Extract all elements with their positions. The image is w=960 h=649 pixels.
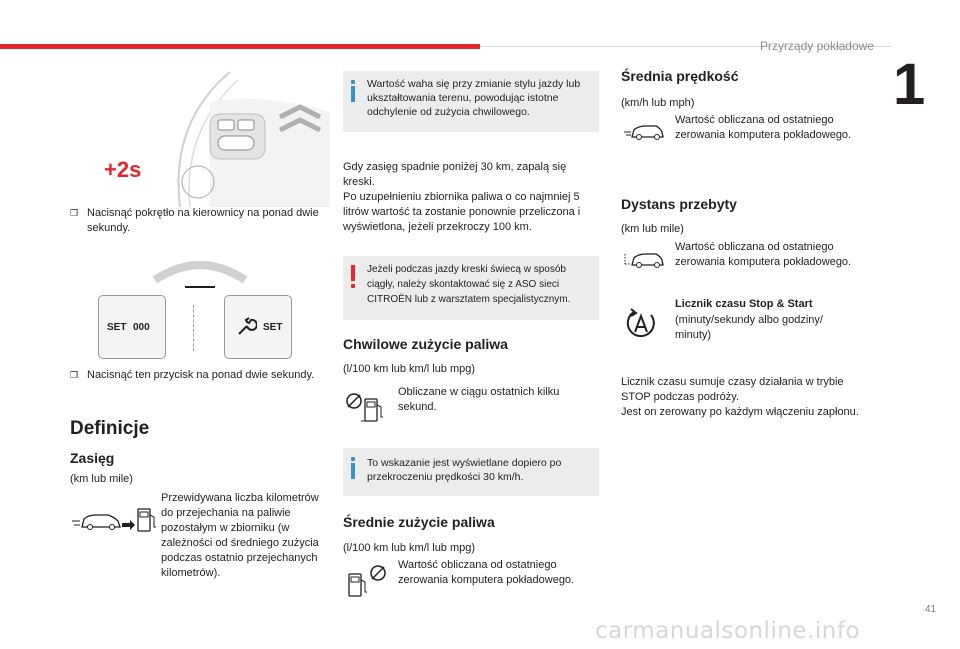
stop-start-icon bbox=[624, 307, 658, 341]
average-consumption-heading: Średnie zużycie paliwa bbox=[343, 514, 495, 530]
info-icon bbox=[351, 80, 355, 104]
watermark: carmanualsonline.info bbox=[595, 618, 861, 644]
stop-start-heading: Licznik czasu Stop & Start bbox=[675, 298, 813, 310]
range-icon bbox=[70, 505, 160, 535]
info-note-variation: Wartość waha się przy zmianie stylu jazdy lub ukształtowania terenu, powodując istotne odchylenie od zużycia chwilowego. bbox=[343, 71, 599, 132]
page-number: 41 bbox=[925, 604, 937, 615]
distance-heading: Dystans przebyty bbox=[621, 196, 737, 212]
average-speed-description: Wartość obliczana od ostatniego zerowania komputera pokładowego. bbox=[675, 114, 852, 141]
set-reset-button[interactable] bbox=[98, 295, 166, 359]
steering-wheel-illustration bbox=[150, 62, 330, 207]
section-title: Przyrządy pokładowe bbox=[759, 39, 874, 53]
distance-units: (km lub mile) bbox=[621, 223, 684, 235]
dashboard-illustration bbox=[150, 255, 250, 295]
instant-consumption-icon bbox=[345, 390, 385, 426]
warning-icon bbox=[351, 265, 355, 289]
warning-note: Jeżeli podczas jazdy kreski świecą w sposób ciągły, należy skontaktować się z ASO sieci CITROËN lub z warsztatem specjalistycznym. bbox=[343, 256, 599, 320]
stop-start-description: Licznik czasu sumuje czasy działania w trybie STOP podczas podróży. Jest on zerowany po każdym włączeniu zapłonu. bbox=[621, 376, 859, 418]
range-low-text: Gdy zasięg spadnie poniżej 30 km, zapalą się kreski. Po uzupełnieniu zbiornika paliwa o co najmniej 5 litrów wartość ta zostanie ponownie przeliczona i wyświetlona, jeżeli przekroczy 100 km. bbox=[343, 161, 581, 233]
instant-consumption-description: Obliczane w ciągu ostatnich kilku sekund. bbox=[398, 386, 560, 413]
average-speed-icon bbox=[622, 120, 664, 144]
bullet-press-button: ❒ Nacisnąć ten przycisk na ponad dwie sekundy. bbox=[70, 369, 315, 381]
average-consumption-units: (l/100 km lub km/l lub mpg) bbox=[343, 542, 476, 554]
distance-icon bbox=[622, 248, 664, 272]
zero-label: 000 bbox=[133, 322, 150, 333]
header-red-bar bbox=[0, 44, 480, 49]
instant-consumption-heading: Chwilowe zużycie paliwa bbox=[343, 336, 508, 352]
stop-start-units: (minuty/sekundy albo godziny/ minuty) bbox=[675, 314, 823, 341]
definitions-heading: Definicje bbox=[70, 418, 150, 439]
bullet-press-knob: ❒ Nacisnąć pokrętło na kierownicy na ponad dwie sekundy. bbox=[70, 207, 319, 234]
set-label: SET bbox=[107, 322, 127, 333]
average-speed-units: (km/h lub mph) bbox=[621, 97, 695, 109]
distance-description: Wartość obliczana od ostatniego zerowania komputera pokładowego. bbox=[675, 241, 852, 268]
plus-2s-badge: +2s bbox=[104, 157, 142, 182]
info-note-speed: To wskazanie jest wyświetlane dopiero po przekroczeniu prędkości 30 km/h. bbox=[343, 448, 599, 496]
average-speed-heading: Średnia prędkość bbox=[621, 68, 739, 84]
average-consumption-icon bbox=[345, 562, 390, 600]
separator-dash bbox=[193, 305, 194, 351]
range-units: (km lub mile) bbox=[70, 473, 133, 485]
average-consumption-description: Wartość obliczana od ostatniego zerowania komputera pokładowego. bbox=[398, 559, 575, 586]
set-label-right: SET bbox=[263, 322, 283, 333]
info-icon bbox=[351, 457, 355, 481]
chapter-number: 1 bbox=[893, 52, 926, 117]
range-description: Przewidywana liczba kilometrów do przejechania na paliwie pozostałym w zbiorniku (w zależności od średniego zużycia podczas ostatnio przejechanych kilometrów). bbox=[161, 492, 319, 579]
range-heading: Zasięg bbox=[70, 450, 115, 466]
set-wrench-button[interactable] bbox=[224, 295, 292, 359]
wrench-icon bbox=[235, 316, 257, 338]
instant-consumption-units: (l/100 km lub km/l lub mpg) bbox=[343, 363, 476, 375]
